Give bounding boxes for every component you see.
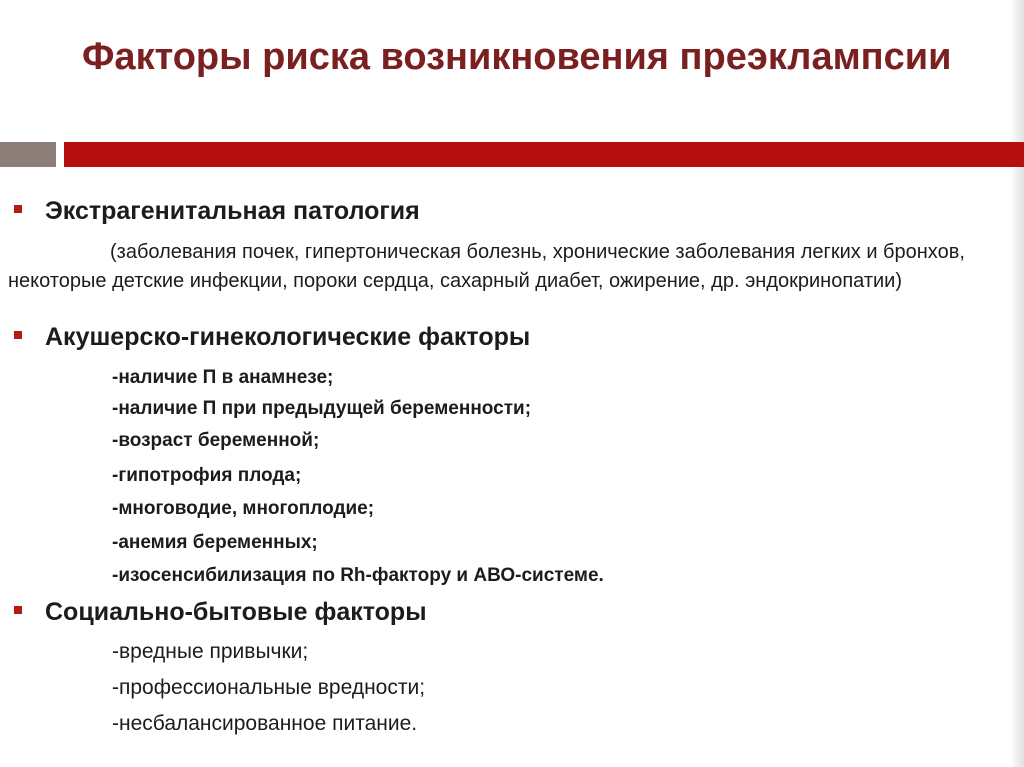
list-item: -изосенсибилизация по Rh-фактору и АВО-системе. [112,565,604,586]
section-heading-extragenital: Экстрагенитальная патология [45,197,420,225]
list-item: -возраст беременной; [112,430,320,451]
list-item: -профессиональные вредности; [112,676,426,699]
section-heading-social: Социально-бытовые факторы [45,598,427,626]
section-heading-obstetric: Акушерско-гинекологические факторы [45,323,531,351]
list-item: -несбалансированное питание. [112,712,418,735]
slide-title: Факторы риска возникновения преэклампсии [82,36,952,78]
list-item: -наличие П в анамнезе; [112,367,334,388]
slide-edge-shadow [1010,0,1024,767]
list-item: -многоводие, многоплодие; [112,498,375,519]
section-details-extragenital: (заболевания почек, гипертоническая болезнь, хронические заболевания легких и бронхов, некоторые детские инфекции, пороки сердца, сахарный диабет, ожирение, др. эндокринопатии) [8,241,965,292]
bullet-icon [14,331,22,339]
list-item: -гипотрофия плода; [112,465,302,486]
bullet-icon [14,606,22,614]
title-divider-red [64,142,1024,167]
title-divider-gray [0,142,56,167]
list-item: -анемия беременных; [112,532,318,553]
list-item: -наличие П при предыдущей беременности; [112,398,532,419]
bullet-icon [14,205,22,213]
list-item: -вредные привычки; [112,640,309,663]
